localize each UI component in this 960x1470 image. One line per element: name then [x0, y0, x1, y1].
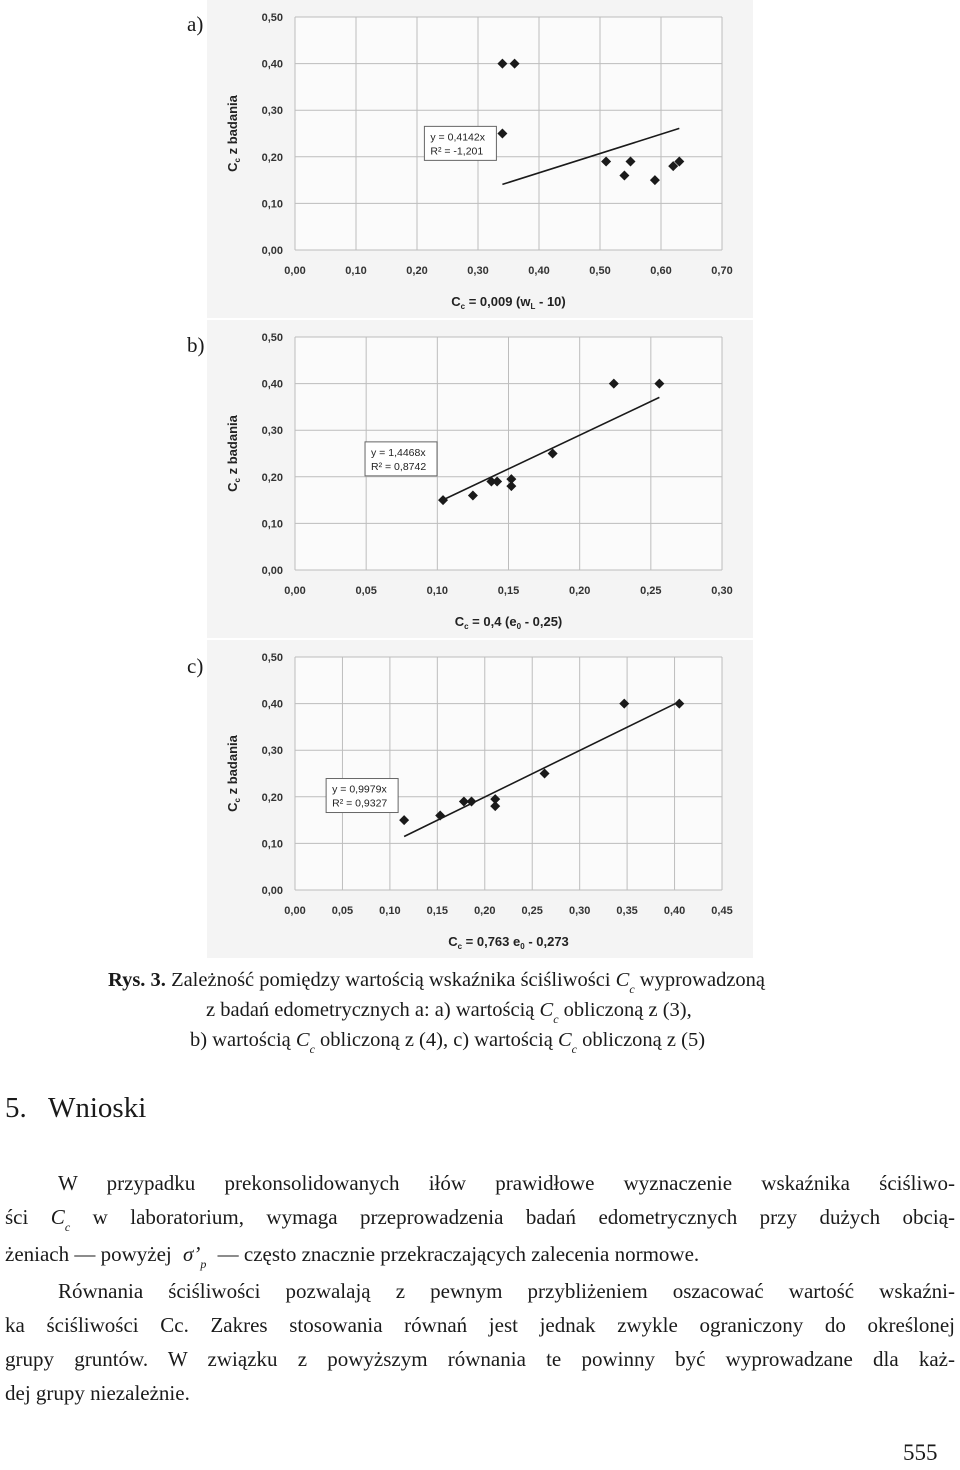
y-tick-label: 0,00	[261, 565, 283, 577]
caption-text-1a: Zależność pomiędzy wartością wskaźnika ściśliwości	[171, 969, 611, 991]
x-tick-label: 0,30	[568, 905, 591, 917]
equation-text: y = 1,4468x	[371, 446, 426, 459]
y-axis-label: $C_c$ z badania	[225, 415, 242, 492]
page-number: 555	[903, 1440, 938, 1465]
x-tick-label: 0,00	[284, 265, 306, 277]
body-p2-line-4: dej grupy niezależnie.	[5, 1381, 190, 1405]
x-tick-label: 0,20	[406, 265, 428, 277]
x-tick-label: 0,00	[284, 585, 306, 597]
caption-line-2	[108, 996, 908, 1026]
x-axis-label: $C_c = 0,763$ $e_0 - 0,273$	[448, 934, 569, 951]
y-tick-label: 0,30	[261, 745, 283, 758]
y-tick-label: 0,30	[261, 105, 283, 118]
caption-text-3b: obliczoną z (4), c) wartością	[320, 1029, 553, 1051]
r-squared-text: R² = 0,9327	[332, 797, 388, 810]
y-tick-label: 0,20	[261, 791, 283, 804]
x-tick-label: 0,30	[467, 265, 489, 277]
y-tick-label: 0,10	[261, 518, 283, 531]
r-squared-text: R² = -1,201	[430, 145, 484, 158]
y-tick-label: 0,40	[261, 698, 283, 711]
chart-b	[207, 320, 753, 638]
panel-label-c: c)	[187, 654, 204, 678]
y-tick-label: 0,40	[261, 58, 283, 71]
x-tick-label: 0,50	[589, 265, 611, 277]
x-tick-label: 0,60	[650, 265, 672, 277]
caption-text-2a: z badań edometrycznych a: a) wartością	[206, 999, 535, 1021]
x-axis-label: $C_c = 0,009$ $(w_L - 10)$	[451, 294, 566, 311]
y-axis-label: $C_c$ z badania	[225, 735, 242, 812]
y-tick-label: 0,10	[261, 198, 283, 211]
x-tick-label: 0,15	[497, 585, 520, 597]
body-p1-line-1: W przypadku prekonsolidowanych iłów prawidłowe wyznaczenie wskaźnika ściśliwo-	[58, 1171, 955, 1195]
panel-label-b: b)	[187, 333, 205, 357]
y-tick-label: 0,50	[261, 332, 283, 344]
y-tick-label: 0,20	[261, 151, 283, 164]
caption-figure-number: Rys. 3.	[108, 969, 166, 991]
x-tick-label: 0,20	[568, 585, 591, 597]
panel-label-a: a)	[187, 12, 204, 36]
y-tick-label: 0,10	[261, 838, 283, 851]
r-squared-text: R² = 0,8742	[371, 460, 427, 473]
chart-a-svg	[207, 0, 753, 318]
plot-area	[295, 17, 722, 250]
caption-line-3	[108, 1026, 908, 1056]
x-tick-label: 0,25	[521, 905, 543, 917]
y-axis-label: $C_c$ z badania	[225, 95, 242, 172]
x-tick-label: 0,05	[355, 585, 377, 597]
figure-caption	[108, 966, 908, 1056]
caption-text-1b: wyprowadzoną	[639, 969, 766, 991]
x-tick-label: 0,40	[663, 905, 686, 917]
x-tick-label: 0,30	[711, 585, 733, 597]
caption-text-2b: obliczoną z (3),	[563, 999, 692, 1021]
y-tick-label: 0,30	[261, 425, 283, 438]
equation-box	[365, 442, 437, 476]
x-tick-label: 0,00	[284, 905, 306, 917]
y-tick-label: 0,40	[261, 378, 283, 391]
x-tick-label: 0,35	[616, 905, 638, 917]
body-text	[5, 1166, 955, 1410]
x-tick-label: 0,10	[379, 905, 401, 917]
y-tick-label: 0,50	[261, 12, 283, 24]
x-tick-label: 0,40	[528, 265, 550, 277]
body-p2-line-1: Równania ściśliwości pozwalają z pewnym przybliżeniem oszacować wartość wskaźni-	[58, 1279, 955, 1303]
equation-text: y = 0,4142x	[430, 131, 485, 144]
caption-symbol-cc-2: $C_c$	[539, 999, 559, 1026]
caption-symbol-cc-4: $C_c$	[557, 1029, 577, 1056]
equation-text: y = 0,9979x	[332, 783, 387, 796]
body-symbol-cc: $C_c$	[50, 1205, 71, 1234]
section-title: Wnioski	[48, 1092, 147, 1124]
x-tick-label: 0,10	[345, 265, 367, 277]
y-tick-label: 0,50	[261, 652, 283, 664]
x-tick-label: 0,45	[711, 905, 733, 917]
y-tick-label: 0,20	[261, 471, 283, 484]
chart-c-svg	[207, 640, 753, 958]
x-tick-label: 0,15	[426, 905, 449, 917]
body-p1-line-2: ści $C_c$ w laboratorium, wymaga przeprowadzenia badań edometrycznych przy dużych obcią-	[5, 1205, 956, 1234]
chart-a	[207, 0, 753, 318]
x-axis-label: $C_c = 0,4$ $(e_0 - 0,25)$	[454, 614, 563, 631]
x-tick-label: 0,25	[640, 585, 662, 597]
body-p2-line-2: ka ściśliwości Cc. Zakres stosowania równań jest jednak zwykle ograniczony do określonej	[5, 1313, 955, 1337]
x-tick-label: 0,70	[711, 265, 733, 277]
equation-box	[326, 779, 398, 813]
x-tick-label: 0,05	[331, 905, 354, 917]
chart-b-svg	[207, 320, 753, 638]
body-p2-line-3: grupy gruntów. W związku z powyższym równania te powinny być wyprowadzane dla każ-	[5, 1347, 955, 1371]
y-tick-label: 0,00	[261, 885, 283, 897]
equation-box	[424, 126, 496, 160]
plot-area	[295, 657, 722, 890]
x-tick-label: 0,10	[426, 585, 449, 597]
chart-c	[207, 640, 753, 958]
caption-text-3a: b) wartością	[190, 1029, 291, 1051]
caption-symbol-cc-1: $C_c$	[615, 969, 635, 996]
caption-text-3c: obliczoną z (5)	[582, 1029, 706, 1051]
section-number: 5.	[5, 1092, 27, 1124]
body-symbol-sigma-p: $\sigma’_p$	[183, 1242, 207, 1271]
x-tick-label: 0,20	[474, 905, 496, 917]
section-heading	[5, 1092, 146, 1125]
caption-symbol-cc-3: $C_c$	[295, 1029, 315, 1056]
body-p1-line-3: żeniach — powyżej $\sigma’_p$ — często znacznie przekraczających zalecenia normowe.	[5, 1242, 700, 1271]
caption-line-1	[108, 966, 908, 996]
y-tick-label: 0,00	[261, 245, 283, 257]
